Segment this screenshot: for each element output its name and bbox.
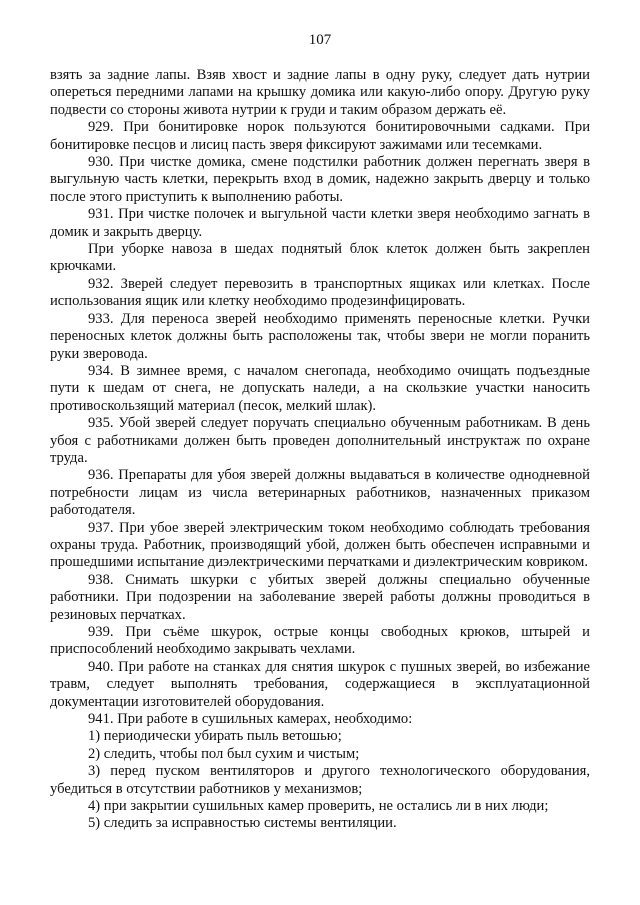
list-item-1: 1) периодически убирать пыль ветошью; <box>88 728 342 745</box>
paragraph-931-manure: При уборке навоза в шедах поднятый блок клеток должен быть закреплен крючками. <box>50 241 590 275</box>
paragraph-938: 938. Снимать шкурки с убитых зверей должны специально обученные работники. При подозрении на заболевание зверей работы должны проводиться в резиновых перчатках. <box>50 571 590 623</box>
list-item-5: 5) следить за исправностью системы вентиляции. <box>88 815 397 832</box>
paragraph-934: 934. В зимнее время, с началом снегопада, необходимо очищать подъездные пути к шедам от снега, не допускать наледи, а на скользкие участки наносить противоскользящий материал (песок, мелкий шлак). <box>50 362 590 414</box>
paragraph-935: 935. Убой зверей следует поручать специально обученным работникам. В день убоя с работниками должен быть проведен дополнительный инструктаж по охране труда. <box>50 415 590 466</box>
paragraph-936: 936. Препараты для убоя зверей должны выдаваться в количестве однодневной потребности лицам из числа ветеринарных работников, назначенных приказом работодателя. <box>50 467 590 519</box>
paragraph-939: 939. При съёме шкурок, острые концы свободных крюков, штырей и приспособлений необходимо закрывать чехлами. <box>50 624 590 658</box>
paragraph-932: 932. Зверей следует перевозить в транспортных ящиках или клетках. После использования ящик или клетку необходимо продезинфицировать. <box>50 275 590 310</box>
paragraph-929: 929. При бонитировке норок пользуются бонитировочными садками. При бонитировке песцов и лисиц пасть зверя фиксируют зажимами или тесемками. <box>50 119 590 153</box>
paragraph-933: 933. Для переноса зверей необходимо применять переносные клетки. Ручки переносных клеток должны быть расположены так, чтобы звери не могли поранить руки звероводa. <box>50 310 590 362</box>
page-number: 107 <box>308 32 332 48</box>
list-item-3: 3) перед пуском вентиляторов и другого технологического оборудования, убедиться в отсутствии работников у механизмов; <box>50 763 590 797</box>
paragraph-940: 940. При работе на станках для снятия шкурок с пушных зверей, во избежание травм, следует выполнять требования, содержащиеся в эксплуатационной документации изготовителей оборудования. <box>50 658 590 710</box>
paragraph-941: 941. При работе в сушильных камерах, необходимо: <box>88 711 413 728</box>
paragraph-937: 937. При убое зверей электрическим током необходимо соблюдать требования охраны труда. Работник, производящий убой, должен быть обеспечен исправными и прошедшими испытание диэлектрическими перчатками и диэлектрическим ковриком. <box>50 519 590 571</box>
list-item-2: 2) следить, чтобы пол был сухим и чистым; <box>88 745 360 762</box>
document-body <box>50 67 590 833</box>
paragraph-930: 930. При чистке домика, смене подстилки работник должен перегнать зверя в выгульную часть клетки, перекрыть вход в домик, надежно закрыть дверцу и только после этого приступить к выполнению работы. <box>50 154 590 205</box>
list-item-4: 4) при закрытии сушильных камер проверить, не остались ли в них люди; <box>88 798 549 815</box>
paragraph-continuation: взять за задние лапы. Взяв хвост и задние лапы в одну руку, следует дать нутрии опереться передними лапами на крышку домика или какую-либо опору. Другую руку подвести со стороны живота нутрии к груди и таким образом держать её. <box>50 67 590 118</box>
paragraph-931: 931. При чистке полочек и выгульной части клетки зверя необходимо загнать в домик и закрыть дверцу. <box>50 206 590 240</box>
